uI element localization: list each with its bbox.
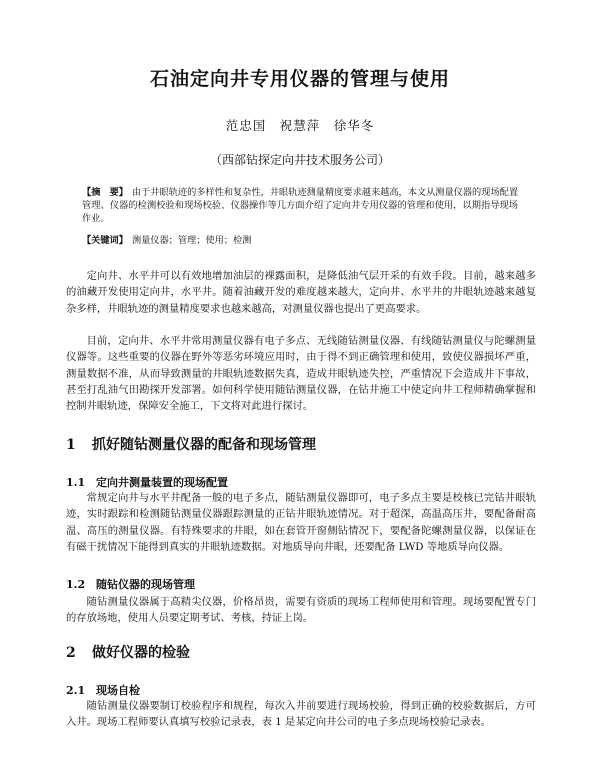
subsection-1-2-number: 1.2 — [66, 578, 86, 591]
subsection-2-1-title: 现场自检 — [96, 684, 140, 697]
subsection-1-1-heading — [66, 474, 536, 490]
subsection-1-2-paragraph: 随钻测量仪器属于高精尖仪器，价格昂贵，需要有资质的现场工程师使用和管理。现场要配置专门的存放场地，使用人员要定期考试、考核，持证上岗。 — [66, 596, 536, 625]
subsection-2-1-number: 2.1 — [66, 684, 86, 697]
abstract-block — [82, 186, 518, 225]
subsection-2-1-heading — [66, 682, 536, 698]
affiliation: （西部钻探定向井技术服务公司） — [209, 153, 390, 167]
section-1-heading — [66, 434, 536, 454]
abstract-text: 由于井眼轨迹的多样性和复杂性，井眼轨迹测量精度要求越来越高，本文从测量仪器的现场配置管理、仪器的检测校验和现场校验、仪器操作等几方面介绍了定向井专用仪器的管理和使用，以期指导现场作业。 — [82, 187, 519, 224]
subsection-1-1-title: 定向井测量装置的现场配置 — [96, 476, 228, 489]
section-2-heading — [66, 642, 536, 662]
section-2-number: 2 — [66, 645, 76, 661]
author-list: 范忠国 祝慧萍 徐华冬 — [225, 118, 375, 133]
subsection-1-2-heading — [66, 576, 536, 592]
intro-paragraph-1: 定向井、水平井可以有效地增加油层的裸露面积，是降低油气层开采的有效手段。目前，越来越多的油藏开发使用定向井，水平井。随着油藏开发的难度越来越大，定向井、水平井的井眼轨迹越来越复杂多样，井眼轨迹的测量精度要求也越来越高，对测量仪器也提出了更高要求。 — [66, 270, 536, 315]
abstract-label: 【摘 要】 — [82, 187, 128, 198]
keywords-label: 【关键词】 — [82, 235, 128, 246]
subsection-1-1-number: 1.1 — [66, 476, 86, 489]
keywords-block — [82, 234, 518, 247]
keywords-text: 测量仪器；管理；使用；检测 — [131, 235, 252, 246]
section-1-title: 抓好随钻测量仪器的配备和现场管理 — [92, 437, 316, 453]
subsection-2-1-paragraph: 随钻测量仪器要制订校验程序和规程，每次入井前要进行现场校验，得到正确的校验数据后，方可入井。现场工程师要认真填写校验记录表，表 1 是某定向井公司的电子多点现场校验记录表。 — [66, 700, 536, 729]
paper-title: 石油定向井专用仪器的管理与使用 — [149, 68, 450, 90]
subsection-1-2-title: 随钻仪器的现场管理 — [96, 578, 195, 591]
subsection-1-1-paragraph: 常规定向井与水平井配备一般的电子多点，随钻测量仪器即可，电子多点主要是校核已完钻井眼轨迹，实时跟踪和检测随钻测量仪器跟踪测量的正钻井眼轨迹情况。对于超深，高温高压井，要配备耐高温、高压的测量仪器。有特殊要求的井眼，如在套管开窗侧钻情况下，要配备陀螺测量仪器，以保证在有磁干扰情况下能得到真实的井眼轨迹数据。对地质导向井眼，还要配备 LWD 等地质导向仪器。 — [66, 492, 536, 553]
section-2-title: 做好仪器的检验 — [92, 645, 190, 661]
intro-paragraph-2: 目前，定向井、水平井常用测量仪器有电子多点、无线随钻测量仪器、有线随钻测量仪与陀螺测量仪器等。这些重要的仪器在野外等恶劣环境应用时，由于得不到正确管理和使用，致使仪器损坏严重，测量数据不准，从而导致测量的井眼轨迹数据失真，造成井眼轨迹失控，严重情况下会造成井下事故，甚至打乱油气田勘探开发部署。如何科学使用随钻测量仪器，在钻井施工中使定向井工程师精确掌握和控制井眼轨迹，保障安全施工，下文将对此进行探讨。 — [66, 335, 536, 413]
section-1-number: 1 — [66, 437, 76, 453]
